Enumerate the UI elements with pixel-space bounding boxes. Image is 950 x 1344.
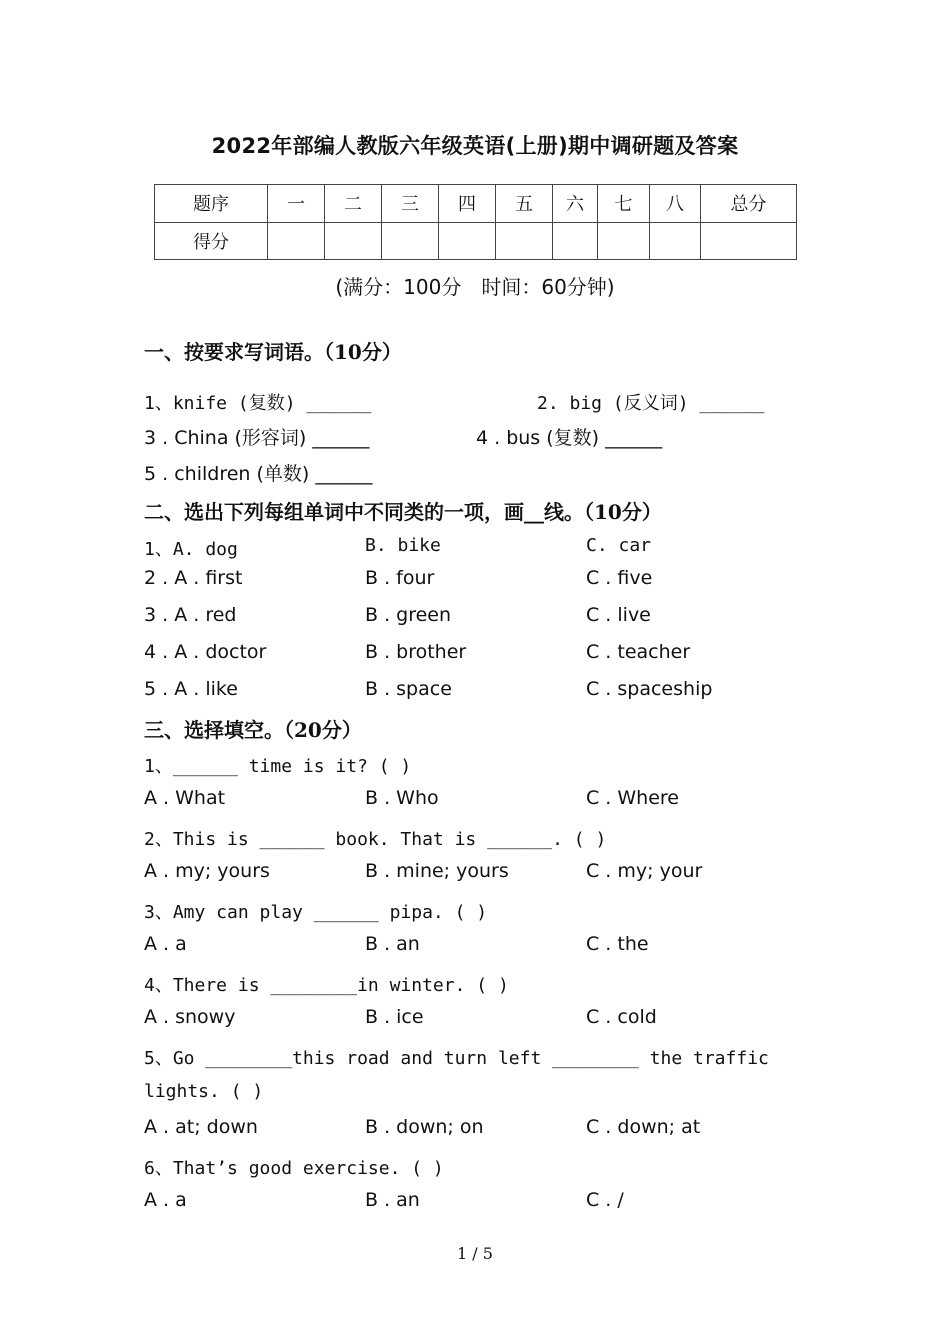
s2-row1-option-a: 1、A. dog <box>144 539 238 560</box>
score-cell <box>650 222 701 260</box>
score-cell <box>325 222 382 260</box>
s2-row3-option-c: C . live <box>586 604 651 626</box>
s2-row4-option-c: C . teacher <box>586 641 691 663</box>
s1-question-2: 2. big (反义词) ______ <box>537 393 765 414</box>
s3-q3-option-b: B . an <box>365 933 420 955</box>
score-header-cell: 五 <box>496 185 553 223</box>
score-cell <box>553 222 598 260</box>
s2-row2-option-c: C . five <box>586 567 653 589</box>
s2-row4-option-a: 4 . A . doctor <box>144 641 267 663</box>
s3-question-5-line1: 5、Go ________this road and turn left ________ the traffic <box>144 1048 769 1069</box>
s2-row2-option-b: B . four <box>365 567 435 589</box>
s3-q6-option-b: B . an <box>365 1189 420 1211</box>
score-cell <box>382 222 439 260</box>
section1-heading: 一、按要求写词语。（10分） <box>144 340 402 364</box>
s1-question-5: 5 . children (单数) ______ <box>144 463 373 485</box>
score-header-cell: 七 <box>598 185 650 223</box>
s3-q5-option-b: B . down; on <box>365 1116 484 1138</box>
score-cell <box>701 222 797 260</box>
s2-row5-option-a: 5 . A . like <box>144 678 238 700</box>
score-header-cell: 四 <box>439 185 496 223</box>
s3-question-3: 3、Amy can play ______ pipa. ( ) <box>144 902 488 923</box>
s3-q3-option-c: C . the <box>586 933 649 955</box>
s3-q3-option-a: A . a <box>144 933 187 955</box>
s3-q6-option-a: A . a <box>144 1189 187 1211</box>
score-header-cell: 三 <box>382 185 439 223</box>
s2-row5-option-c: C . spaceship <box>586 678 713 700</box>
s2-row3-option-b: B . green <box>365 604 452 626</box>
score-row-label: 得分 <box>155 222 268 260</box>
s2-row2-option-a: 2 . A . first <box>144 567 243 589</box>
s3-q6-option-c: C . / <box>586 1189 624 1211</box>
full-score-time: (满分：100分 时间：60分钟) <box>335 275 615 299</box>
score-table-score-row <box>155 222 797 260</box>
s2-row3-option-a: 3 . A . red <box>144 604 237 626</box>
s3-q2-option-b: B . mine; yours <box>365 860 509 882</box>
s3-question-5-line2: lights. ( ) <box>144 1081 264 1102</box>
score-cell <box>598 222 650 260</box>
s3-q2-option-a: A . my; yours <box>144 860 270 882</box>
s3-q4-option-a: A . snowy <box>144 1006 236 1028</box>
s1-question-3: 3 . China (形容词) ______ <box>144 427 370 449</box>
s2-row5-option-b: B . space <box>365 678 452 700</box>
score-header-cell: 一 <box>268 185 325 223</box>
s3-q4-option-b: B . ice <box>365 1006 424 1028</box>
s3-q1-option-c: C . Where <box>586 787 679 809</box>
s3-question-4: 4、There is ________in winter. ( ) <box>144 975 509 996</box>
s2-row1-option-c: C. car <box>586 535 652 556</box>
s1-question-1: 1、knife (复数) ______ <box>144 393 372 414</box>
score-table-header-row <box>155 185 797 223</box>
s2-row1-option-b: B. bike <box>365 535 441 556</box>
s1-question-4: 4 . bus (复数) ______ <box>476 427 663 449</box>
score-header-cell: 题序 <box>155 185 268 223</box>
page-number: 1 / 5 <box>457 1244 493 1263</box>
s3-q1-option-a: A . What <box>144 787 226 809</box>
s2-row4-option-b: B . brother <box>365 641 467 663</box>
score-cell <box>439 222 496 260</box>
s3-q2-option-c: C . my; your <box>586 860 703 882</box>
s3-question-2: 2、This is ______ book. That is ______. ( ) <box>144 829 607 850</box>
score-cell <box>496 222 553 260</box>
score-table <box>154 184 797 260</box>
s3-q1-option-b: B . Who <box>365 787 439 809</box>
score-cell <box>268 222 325 260</box>
s3-q5-option-a: A . at; down <box>144 1116 258 1138</box>
score-header-cell: 二 <box>325 185 382 223</box>
score-header-cell: 总分 <box>701 185 797 223</box>
page-title: 2022年部编人教版六年级英语(上册)期中调研题及答案 <box>211 134 739 158</box>
score-header-cell: 六 <box>553 185 598 223</box>
s3-question-1: 1、______ time is it? ( ) <box>144 756 412 777</box>
s3-q5-option-c: C . down; at <box>586 1116 701 1138</box>
section3-heading: 三、选择填空。（20分） <box>144 718 362 742</box>
score-header-cell: 八 <box>650 185 701 223</box>
section2-heading: 二、选出下列每组单词中不同类的一项，画__线。（10分） <box>144 500 662 524</box>
s3-q4-option-c: C . cold <box>586 1006 657 1028</box>
s3-question-6: 6、That’s good exercise. ( ) <box>144 1158 444 1179</box>
